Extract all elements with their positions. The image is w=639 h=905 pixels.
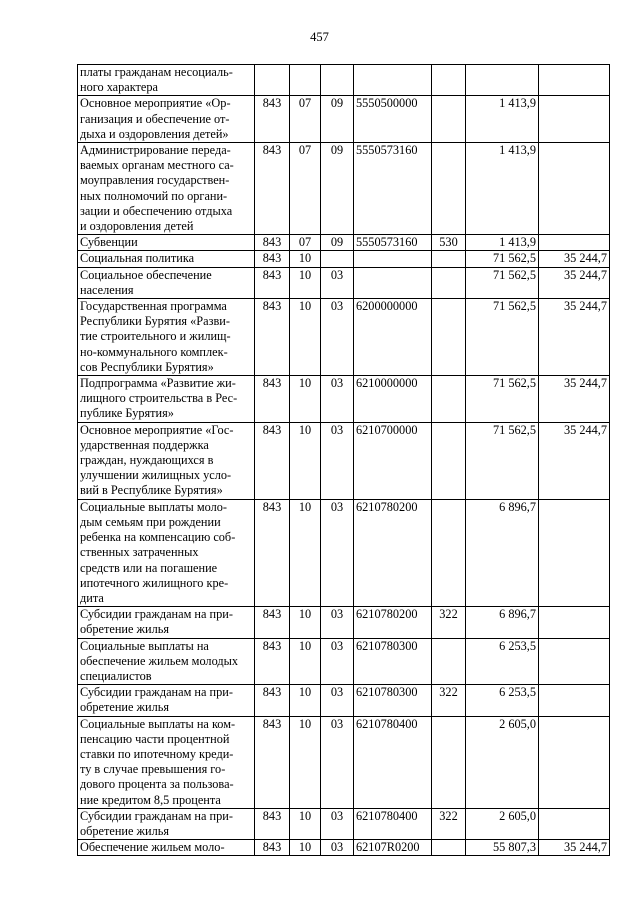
row-name-cell: Социальные выплаты на обеспечение жильем молодых специалистов bbox=[78, 638, 255, 685]
section-code-cell bbox=[290, 65, 321, 96]
subsection-code-cell: 09 bbox=[321, 96, 354, 143]
amount-total-cell bbox=[466, 65, 539, 96]
row-name-cell: Социальное обеспечение населения bbox=[78, 267, 255, 298]
amount-total-cell: 2 605,0 bbox=[466, 716, 539, 808]
amount-secondary-cell: 35 244,7 bbox=[539, 422, 610, 499]
amount-total-cell: 2 605,0 bbox=[466, 808, 539, 839]
target-article-cell bbox=[354, 267, 432, 298]
amount-secondary-cell bbox=[539, 716, 610, 808]
amount-total-cell: 6 253,5 bbox=[466, 638, 539, 685]
row-name-cell: Основное мероприятие «Гос- ударственная поддержка граждан, нуждающихся в улучшении жилищных усло- вий в Республике Бурятия» bbox=[78, 422, 255, 499]
section-code-cell: 07 bbox=[290, 235, 321, 251]
section-code-cell: 10 bbox=[290, 376, 321, 423]
target-article-cell: 62107R0200 bbox=[354, 840, 432, 856]
amount-secondary-cell: 35 244,7 bbox=[539, 267, 610, 298]
target-article-cell: 5550573160 bbox=[354, 143, 432, 235]
table-row bbox=[78, 96, 610, 143]
target-article-cell: 6210780200 bbox=[354, 607, 432, 638]
section-code-cell: 10 bbox=[290, 685, 321, 716]
ved-code-cell: 843 bbox=[255, 716, 290, 808]
expense-type-cell: 530 bbox=[432, 235, 466, 251]
expense-type-cell bbox=[432, 267, 466, 298]
section-code-cell: 10 bbox=[290, 840, 321, 856]
table-row bbox=[78, 638, 610, 685]
amount-total-cell: 1 413,9 bbox=[466, 96, 539, 143]
amount-total-cell: 1 413,9 bbox=[466, 235, 539, 251]
table-row bbox=[78, 422, 610, 499]
target-article-cell: 5550500000 bbox=[354, 96, 432, 143]
ved-code-cell: 843 bbox=[255, 235, 290, 251]
section-code-cell: 10 bbox=[290, 267, 321, 298]
target-article-cell: 5550573160 bbox=[354, 235, 432, 251]
expense-type-cell bbox=[432, 143, 466, 235]
amount-secondary-cell bbox=[539, 607, 610, 638]
subsection-code-cell: 03 bbox=[321, 299, 354, 376]
row-name-cell: Субсидии гражданам на при- обретение жилья bbox=[78, 808, 255, 839]
target-article-cell: 6210780400 bbox=[354, 716, 432, 808]
expense-type-cell: 322 bbox=[432, 607, 466, 638]
subsection-code-cell: 03 bbox=[321, 840, 354, 856]
row-name-cell: Основное мероприятие «Ор- ганизация и обеспечение от- дыха и оздоровления детей» bbox=[78, 96, 255, 143]
target-article-cell: 6210780200 bbox=[354, 499, 432, 606]
table-row bbox=[78, 607, 610, 638]
expense-type-cell bbox=[432, 840, 466, 856]
row-name-cell: Государственная программа Республики Бурятия «Разви- тие строительного и жилищ- но-коммунального комплек- сов Республики Бурятия» bbox=[78, 299, 255, 376]
section-code-cell: 10 bbox=[290, 808, 321, 839]
subsection-code-cell: 09 bbox=[321, 143, 354, 235]
table-row bbox=[78, 65, 610, 96]
target-article-cell: 6210700000 bbox=[354, 422, 432, 499]
ved-code-cell: 843 bbox=[255, 808, 290, 839]
amount-secondary-cell bbox=[539, 808, 610, 839]
ved-code-cell: 843 bbox=[255, 376, 290, 423]
row-name-cell: Администрирование переда- ваемых органам местного са- моуправления государствен- ных полномочий по органи- зации и обеспечению отдыха и оздоровления детей bbox=[78, 143, 255, 235]
amount-secondary-cell: 35 244,7 bbox=[539, 840, 610, 856]
subsection-code-cell: 03 bbox=[321, 638, 354, 685]
ved-code-cell: 843 bbox=[255, 840, 290, 856]
section-code-cell: 07 bbox=[290, 143, 321, 235]
amount-secondary-cell bbox=[539, 685, 610, 716]
amount-total-cell: 71 562,5 bbox=[466, 422, 539, 499]
amount-secondary-cell bbox=[539, 499, 610, 606]
subsection-code-cell: 03 bbox=[321, 808, 354, 839]
ved-code-cell: 843 bbox=[255, 499, 290, 606]
row-name-cell: Социальные выплаты на ком- пенсацию части процентной ставки по ипотечному креди- ту в случае превышения го- дового процента за пользова- ние кредитом 8,5 процента bbox=[78, 716, 255, 808]
table-row bbox=[78, 299, 610, 376]
row-name-cell: Субсидии гражданам на при- обретение жилья bbox=[78, 607, 255, 638]
amount-secondary-cell bbox=[539, 638, 610, 685]
target-article-cell bbox=[354, 65, 432, 96]
expense-type-cell bbox=[432, 65, 466, 96]
subsection-code-cell: 03 bbox=[321, 422, 354, 499]
table-row bbox=[78, 685, 610, 716]
ved-code-cell: 843 bbox=[255, 251, 290, 267]
section-code-cell: 10 bbox=[290, 638, 321, 685]
row-name-cell: Субвенции bbox=[78, 235, 255, 251]
section-code-cell: 10 bbox=[290, 607, 321, 638]
ved-code-cell: 843 bbox=[255, 685, 290, 716]
amount-total-cell: 1 413,9 bbox=[466, 143, 539, 235]
section-code-cell: 07 bbox=[290, 96, 321, 143]
section-code-cell: 10 bbox=[290, 299, 321, 376]
ved-code-cell: 843 bbox=[255, 143, 290, 235]
amount-secondary-cell bbox=[539, 143, 610, 235]
table-row bbox=[78, 267, 610, 298]
expense-type-cell bbox=[432, 638, 466, 685]
ved-code-cell: 843 bbox=[255, 422, 290, 499]
table-row bbox=[78, 840, 610, 856]
target-article-cell bbox=[354, 251, 432, 267]
subsection-code-cell: 03 bbox=[321, 607, 354, 638]
target-article-cell: 6210000000 bbox=[354, 376, 432, 423]
amount-total-cell: 6 896,7 bbox=[466, 499, 539, 606]
ved-code-cell: 843 bbox=[255, 96, 290, 143]
amount-secondary-cell: 35 244,7 bbox=[539, 299, 610, 376]
table-row bbox=[78, 376, 610, 423]
subsection-code-cell: 03 bbox=[321, 716, 354, 808]
expense-type-cell bbox=[432, 716, 466, 808]
section-code-cell: 10 bbox=[290, 251, 321, 267]
ved-code-cell: 843 bbox=[255, 638, 290, 685]
subsection-code-cell bbox=[321, 65, 354, 96]
target-article-cell: 6210780300 bbox=[354, 685, 432, 716]
table-row bbox=[78, 251, 610, 267]
table-row bbox=[78, 808, 610, 839]
amount-total-cell: 71 562,5 bbox=[466, 251, 539, 267]
target-article-cell: 6210780400 bbox=[354, 808, 432, 839]
amount-secondary-cell: 35 244,7 bbox=[539, 376, 610, 423]
row-name-cell: Подпрограмма «Развитие жи- лищного строительства в Рес- публике Бурятия» bbox=[78, 376, 255, 423]
expense-type-cell bbox=[432, 376, 466, 423]
amount-secondary-cell: 35 244,7 bbox=[539, 251, 610, 267]
row-name-cell: Обеспечение жильем моло- bbox=[78, 840, 255, 856]
subsection-code-cell bbox=[321, 251, 354, 267]
section-code-cell: 10 bbox=[290, 422, 321, 499]
row-name-cell: Социальная политика bbox=[78, 251, 255, 267]
amount-secondary-cell bbox=[539, 65, 610, 96]
row-name-cell: Социальные выплаты моло- дым семьям при рождении ребенка на компенсацию соб- ственных затраченных средств или на погашение ипотечного жилищного кре- дита bbox=[78, 499, 255, 606]
expense-type-cell bbox=[432, 422, 466, 499]
subsection-code-cell: 03 bbox=[321, 499, 354, 606]
table-body bbox=[78, 65, 610, 856]
amount-secondary-cell bbox=[539, 96, 610, 143]
ved-code-cell: 843 bbox=[255, 267, 290, 298]
subsection-code-cell: 03 bbox=[321, 685, 354, 716]
expense-type-cell bbox=[432, 299, 466, 376]
subsection-code-cell: 03 bbox=[321, 376, 354, 423]
target-article-cell: 6200000000 bbox=[354, 299, 432, 376]
subsection-code-cell: 09 bbox=[321, 235, 354, 251]
amount-total-cell: 55 807,3 bbox=[466, 840, 539, 856]
amount-total-cell: 71 562,5 bbox=[466, 267, 539, 298]
section-code-cell: 10 bbox=[290, 716, 321, 808]
expense-type-cell bbox=[432, 96, 466, 143]
row-name-cell: Субсидии гражданам на при- обретение жилья bbox=[78, 685, 255, 716]
page-number: 457 bbox=[310, 30, 329, 44]
table-row bbox=[78, 716, 610, 808]
table-row bbox=[78, 499, 610, 606]
ved-code-cell bbox=[255, 65, 290, 96]
ved-code-cell: 843 bbox=[255, 299, 290, 376]
row-name-cell: платы гражданам несоциаль- ного характера bbox=[78, 65, 255, 96]
table-row bbox=[78, 143, 610, 235]
amount-secondary-cell bbox=[539, 235, 610, 251]
amount-total-cell: 71 562,5 bbox=[466, 299, 539, 376]
amount-total-cell: 6 253,5 bbox=[466, 685, 539, 716]
amount-total-cell: 71 562,5 bbox=[466, 376, 539, 423]
expense-type-cell bbox=[432, 499, 466, 606]
section-code-cell: 10 bbox=[290, 499, 321, 606]
subsection-code-cell: 03 bbox=[321, 267, 354, 298]
table-row bbox=[78, 235, 610, 251]
expense-type-cell bbox=[432, 251, 466, 267]
expense-type-cell: 322 bbox=[432, 808, 466, 839]
expense-type-cell: 322 bbox=[432, 685, 466, 716]
target-article-cell: 6210780300 bbox=[354, 638, 432, 685]
budget-table bbox=[77, 64, 610, 856]
amount-total-cell: 6 896,7 bbox=[466, 607, 539, 638]
ved-code-cell: 843 bbox=[255, 607, 290, 638]
